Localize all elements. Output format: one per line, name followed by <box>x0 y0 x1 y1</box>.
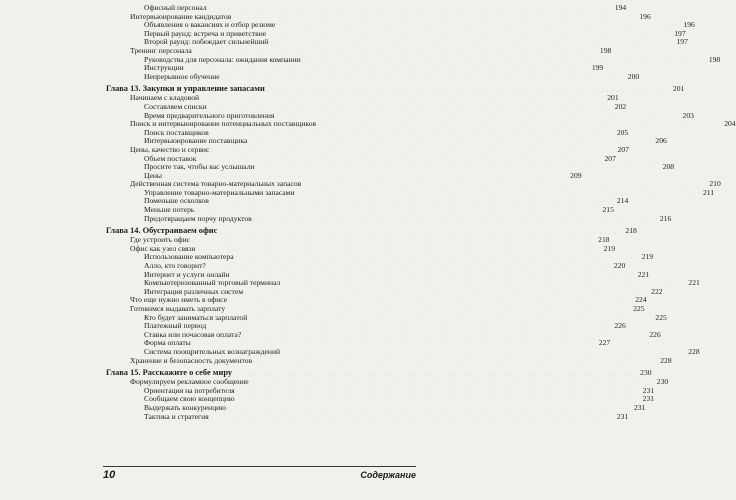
toc-page-number: 216 <box>659 213 672 223</box>
toc-leader-dots: . . . . . . . . . . . . . . . . . . . . . . . . . . . . . . . . . . . . . . . . . . . . . . . . . . . . . . . . . . . . . . . . . . . . . . . . . . . . . . . . <box>235 254 634 261</box>
toc-leader-dots: . . . . . . . . . . . . . . . . . . . . . . . . . . . . . . . . . . . . . . . . . . . . . . . . . . . . . . . . . . . . . . . . . . . . . . . . . . . . . . . . <box>236 387 635 394</box>
toc-leader-dots: . . . . . . . . . . . . . . . . . . . . . . . . . . . . . . . . . . . . . . . . . . . . . . . . . . . . . . . . . . . . . . . . . . . . . . . . . . . . . . . . <box>201 95 599 102</box>
toc-entry-label: Глава 14. Обустраиваем офис <box>106 226 218 236</box>
toc-page-number: 201 <box>607 93 619 103</box>
running-title: Содержание <box>360 470 416 480</box>
toc-leader-dots: . . . . . . . . . . . . . . . . . . . . . . . . . . . . . . . . . . . . . . . . . . . . . . . . . . . . . . . . . . . . . . . . . . . . . . . . . . . . . . . . <box>210 198 609 205</box>
toc-entry-label: Объем поставок <box>144 153 197 163</box>
toc-leader-dots: . . . . . . . . . . . . . . . . . . . . . . . . . . . . . . . . . . . . . . . . . . . . . . . . . . . . . . . . . . . . . . . . . . . . . . . . . . . . . . . . <box>164 172 562 179</box>
toc-entry-label: Просите так, чтобы вас услышали <box>144 162 255 172</box>
toc-leader-dots: . . . . . . . . . . . . . . . . . . . . . . . . . . . . . . . . . . . . . . . . . . . . . . . . . . . . . . . . . . . . . . . . . . . . . . . . . . . . . . . . <box>192 340 591 347</box>
toc-leader-dots: . . . . . . . . . . . . . . . . . . . . . . . . . . . . . . . . . . . . . . . . . . . . . . . . . . . . . . . . . . . . . . . . . . . . . . . . . . . . . . . . <box>256 164 655 171</box>
toc-entry-label: Время предварительного приготовления <box>144 110 275 120</box>
toc-leader-dots: . . . . . . . . . . . . . . . . . . . . . . . . . . . . . . . . . . . . . . . . . . . . . . . . . . . . . . . . . . . . . . . . . . . . . . . . . . . . . . . . <box>282 280 680 287</box>
toc-leader-dots: . . . . . . . . . . . . . . . . . . . . . . . . . . . . . . . . . . . . . . . . . . . . . . . . . . . . . . . . . . . . . . . . . . . . . . . . . . . . . . . . <box>245 288 643 295</box>
toc-page-number: 197 <box>674 28 686 38</box>
toc-page-number: 221 <box>688 278 700 288</box>
toc-page-number: 208 <box>662 162 675 172</box>
toc-entry-label: Ставка или почасовая оплата? <box>144 329 242 339</box>
toc-page-number: 219 <box>641 252 654 262</box>
toc-leader-dots: . . . . . . . . . . . . . . . . . . . . . . . . . . . . . . . . . . . . . . . . . . . . . . . . . . . . . . . . . . . . . . . . . . . . . . . . . . . . . . . . <box>192 237 590 244</box>
toc-leader-dots: . . . . . . . . . . . . . . . . . . . . . . . . . . . . . . . . . . . . . . . . . . . . . . . . . . . . . . . . . . . . . . . . . . . . . . . . . . . . . . . . <box>249 138 647 145</box>
toc-leader-dots: . . . . . . . . . . . . . . . . . . . . . . . . . . . . . . . . . . . . . . . . . . . . . . . . . . . . . . . . . . . . . . . . . . . . . . . . . . . . . . . . <box>227 404 626 411</box>
toc-page-number: 198 <box>599 45 612 55</box>
toc-leader-dots: . . . . . . . . . . . . . . . . . . . . . . . . . . . . . . . . . . . . . . . . . . . . . . . . . . . . . . . . . . . . . . . . . . . . . . . . . . . . . . . . <box>276 112 674 119</box>
toc-entry-label: Кто будет заниматься зарплатой <box>144 312 248 322</box>
toc-entry-label: Первый раунд: встреча и приветствие <box>144 28 267 38</box>
toc-page-number: 230 <box>656 377 669 387</box>
toc-page-number: 198 <box>708 54 721 64</box>
toc-leader-dots: . . . . . . . . . . . . . . . . . . . . . . . . . . . . . . . . . . . . . . . . . . . . . . . . . . . . . . . . . . . . . . . . . . . . . . . . . . . . . . . . <box>196 207 594 214</box>
toc-page-number: 196 <box>683 20 695 30</box>
footer-rule <box>103 466 416 467</box>
toc-entry-label: Составляем списки <box>144 101 207 111</box>
toc-leader-dots: . . . . . . . . . . . . . . . . . . . . . . . . . . . . . . . . . . . . . . . . . . . . . . . . . . . . . . . . . . . . . . . . . . . . . . . . . . . . . . . . <box>302 56 701 63</box>
toc-page-number: 218 <box>625 226 637 236</box>
toc-entry-label: Второй раунд: побеждает сильнейший <box>144 37 269 47</box>
toc-entry-label: Начинаем с кладовой <box>130 93 200 103</box>
toc-leader-dots: . . . . . . . . . . . . . . . . . . . . . . . . . . . . . . . . . . . . . . . . . . . . . . . . . . . . . . . . . . . . . . . . . . . . . . . . . . . . . . . . <box>208 103 607 110</box>
toc-page-number: 225 <box>655 312 667 322</box>
toc-entry <box>106 355 672 366</box>
toc-leader-dots: . . . . . . . . . . . . . . . . . . . . . . . . . . . . . . . . . . . . . . . . . . . . . . . . . . . . . . . . . . . . . . . . . . . . . . . . . . . . . . . . <box>282 348 680 355</box>
toc-page-number: 214 <box>616 196 629 206</box>
toc-page-number: 211 <box>702 187 715 197</box>
toc-leader-dots: . . . . . . . . . . . . . . . . . . . . . . . . . . . . . . . . . . . . . . . . . . . . . . . . . . . . . . . . . . . . . . . . . . . . . . . . . . . . . . . . <box>236 396 635 403</box>
toc-leader-dots: . . . . . . . . . . . . . . . . . . . . . . . . . . . . . . . . . . . . . . . . . . . . . . . . . . . . . . . . . . . . . . . . . . . . . . . . . . . . . . . . <box>318 121 716 128</box>
toc-page-number: 226 <box>614 321 626 331</box>
toc-leader-dots: . . . . . . . . . . . . . . . . . . . . . . . . . . . . . . . . . . . . . . . . . . . . . . . . . . . . . . . . . . . . . . . . . . . . . . . . . . . . . . . . <box>185 65 584 72</box>
toc-page-number: 230 <box>640 368 652 378</box>
toc-page-number: 207 <box>604 153 616 163</box>
toc-page-number: 220 <box>613 261 626 271</box>
toc-page-number: 218 <box>598 235 610 245</box>
toc-page-number: 199 <box>591 63 604 73</box>
toc-entry <box>106 71 640 82</box>
toc-leader-dots: . . . . . . . . . . . . . . . . . . . . . . . . . . . . . . . . . . . . . . . . . . . . . . . . . . . . . . . . . . . . . . . . . . . . . . . . . . . . . . . . <box>243 331 641 338</box>
toc-page-number: 205 <box>616 127 629 137</box>
toc-page-number: 207 <box>617 144 629 154</box>
toc-entry <box>106 213 672 224</box>
toc-entry-label: Управление товарно-материальными запасами <box>144 187 295 197</box>
toc-entry-label: Ориентация на потребителя <box>144 385 235 395</box>
toc-page-number: 200 <box>627 71 640 81</box>
toc-page-number: 194 <box>614 3 627 12</box>
toc-entry <box>106 411 629 422</box>
toc-page-number: 222 <box>651 286 663 296</box>
toc-page-number: 231 <box>642 385 655 395</box>
toc-leader-dots: . . . . . . . . . . . . . . . . . . . . . . . . . . . . . . . . . . . . . . . . . . . . . . . . . . . . . . . . . . . . . . . . . . . . . . . . . . . . . . . . <box>229 297 627 304</box>
toc-entry-label: Формулируем рекламное сообщение <box>130 377 249 387</box>
toc-entry-label: Офис как узел связи <box>130 243 196 253</box>
toc-page-number: 227 <box>598 338 611 348</box>
toc-entry-label: Интервьюирование кандидатов <box>130 11 232 21</box>
toc-entry-label: Поиск поставщиков <box>144 127 209 137</box>
toc-page-number: 231 <box>633 402 646 412</box>
toc-page-number: 221 <box>637 269 650 279</box>
toc-page-number: 201 <box>672 84 685 94</box>
toc-entry-label: Использование компьютера <box>144 252 234 262</box>
toc-leader-dots: . . . . . . . . . . . . . . . . . . . . . . . . . . . . . . . . . . . . . . . . . . . . . . . . . . . . . . . . . . . . . . . . . . . . . . . . . . . . . . . . <box>296 189 695 196</box>
toc-page-number: 231 <box>642 394 655 404</box>
toc-leader-dots: . . . . . . . . . . . . . . . . . . . . . . . . . . . . . . . . . . . . . . . . . . . . . . . . . . . . . . . . . . . . . . . . . . . . . . . . . . . . . . . . <box>253 215 652 222</box>
toc-entry-label: Предотвращаем порчу продуктов <box>144 213 252 223</box>
toc-entry-label: Поменьше осколков <box>144 196 209 206</box>
toc-page-number: 206 <box>655 136 667 146</box>
toc-entry-label: Система поощрительных вознаграждений <box>144 346 281 356</box>
toc-entry-label: Цены, качество и сервис <box>130 144 210 154</box>
toc-page-number: 219 <box>603 243 616 253</box>
toc-entry-label: Интеграция различных систем <box>144 286 244 296</box>
toc-entry-label: Выдержать конкуренцию <box>144 402 226 412</box>
toc-entry-label: Руководства для персонала: ожидания компании <box>144 54 301 64</box>
toc-leader-dots: . . . . . . . . . . . . . . . . . . . . . . . . . . . . . . . . . . . . . . . . . . . . . . . . . . . . . . . . . . . . . . . . . . . . . . . . . . . . . . . . <box>210 129 609 136</box>
toc-entry-label: Глава 13. Закупки и управление запасами <box>106 84 265 94</box>
toc-leader-dots: . . . . . . . . . . . . . . . . . . . . . . . . . . . . . . . . . . . . . . . . . . . . . . . . . . . . . . . . . . . . . . . . . . . . . . . . . . . . . . . . <box>208 323 606 330</box>
toc-entry-label: Хранение и безопасность документов <box>130 355 253 365</box>
toc-entry-label: Компьютеризованный торговый терминал <box>144 278 281 288</box>
toc-entry-label: Поиск и интервьюирование потенциальных поставщиков <box>130 119 317 129</box>
toc-page-number: 204 <box>724 119 736 129</box>
toc-leader-dots: . . . . . . . . . . . . . . . . . . . . . . . . . . . . . . . . . . . . . . . . . . . . . . . . . . . . . . . . . . . . . . . . . . . . . . . . . . . . . . . . <box>268 30 666 37</box>
toc-entry-label: Объявления о вакансиях и отбор резюме <box>144 20 276 30</box>
toc-leader-dots: . . . . . . . . . . . . . . . . . . . . . . . . . . . . . . . . . . . . . . . . . . . . . . . . . . . . . . . . . . . . . . . . . . . . . . . . . . . . . . . . <box>208 5 607 11</box>
toc-entry-label: Готовимся выдавать зарплату <box>130 304 226 313</box>
toc-page-number: 231 <box>616 411 629 421</box>
toc-leader-dots: . . . . . . . . . . . . . . . . . . . . . . . . . . . . . . . . . . . . . . . . . . . . . . . . . . . . . . . . . . . . . . . . . . . . . . . . . . . . . . . . <box>266 87 665 94</box>
toc-entry-label: Тактика и стратегия <box>144 411 209 421</box>
toc-entry-label: Цены <box>144 170 163 180</box>
toc-leader-dots: . . . . . . . . . . . . . . . . . . . . . . . . . . . . . . . . . . . . . . . . . . . . . . . . . . . . . . . . . . . . . . . . . . . . . . . . . . . . . . . . <box>221 73 620 80</box>
toc-page-number: 197 <box>676 37 688 47</box>
toc-entry-label: Сообщаем свою концепцию <box>144 394 235 404</box>
toc-leader-dots: . . . . . . . . . . . . . . . . . . . . . . . . . . . . . . . . . . . . . . . . . . . . . . . . . . . . . . . . . . . . . . . . . . . . . . . . . . . . . . . . <box>227 306 625 312</box>
toc-page-number: 210 <box>709 179 721 189</box>
toc-page-number: 228 <box>688 346 700 356</box>
toc-leader-dots: . . . . . . . . . . . . . . . . . . . . . . . . . . . . . . . . . . . . . . . . . . . . . . . . . . . . . . . . . . . . . . . . . . . . . . . . . . . . . . . . <box>231 271 630 278</box>
toc-entry-label: Платежный период <box>144 321 207 331</box>
toc-entry-label: Тренинг персонала <box>130 45 192 55</box>
table-of-contents <box>106 3 736 421</box>
toc-entry-label: Инструкции <box>144 63 184 73</box>
toc-leader-dots: . . . . . . . . . . . . . . . . . . . . . . . . . . . . . . . . . . . . . . . . . . . . . . . . . . . . . . . . . . . . . . . . . . . . . . . . . . . . . . . . <box>249 314 647 321</box>
toc-leader-dots: . . . . . . . . . . . . . . . . . . . . . . . . . . . . . . . . . . . . . . . . . . . . . . . . . . . . . . . . . . . . . . . . . . . . . . . . . . . . . . . . <box>233 13 631 20</box>
toc-entry-label: Интернет и услуги онлайн <box>144 269 230 279</box>
toc-page-number: 228 <box>660 355 672 365</box>
toc-page-number: 215 <box>602 205 614 215</box>
toc-entry-label: Где устроить офис <box>130 235 191 245</box>
toc-page-number: 225 <box>633 304 645 313</box>
toc-entry-label: Непрерывное обучение <box>144 71 220 81</box>
toc-leader-dots: . . . . . . . . . . . . . . . . . . . . . . . . . . . . . . . . . . . . . . . . . . . . . . . . . . . . . . . . . . . . . . . . . . . . . . . . . . . . . . . . <box>270 39 668 46</box>
toc-entry-label: Действенная система товарно-материальных запасов <box>130 179 302 189</box>
toc-page-number: 224 <box>635 295 647 305</box>
toc-page-number: 203 <box>682 110 694 120</box>
toc-leader-dots: . . . . . . . . . . . . . . . . . . . . . . . . . . . . . . . . . . . . . . . . . . . . . . . . . . . . . . . . . . . . . . . . . . . . . . . . . . . . . . . . <box>277 22 675 29</box>
toc-entry-label: Офисный персонал <box>144 3 207 12</box>
toc-entry-label: Что еще нужно иметь в офисе <box>130 295 228 305</box>
toc-entry-label: Меньше потерь <box>144 205 195 215</box>
toc-entry-label: Алло, кто говорит? <box>144 261 206 271</box>
toc-leader-dots: . . . . . . . . . . . . . . . . . . . . . . . . . . . . . . . . . . . . . . . . . . . . . . . . . . . . . . . . . . . . . . . . . . . . . . . . . . . . . . . . <box>211 146 609 153</box>
toc-leader-dots: . . . . . . . . . . . . . . . . . . . . . . . . . . . . . . . . . . . . . . . . . . . . . . . . . . . . . . . . . . . . . . . . . . . . . . . . . . . . . . . . <box>207 263 606 270</box>
toc-page-number: 202 <box>614 101 627 111</box>
toc-entry-label: Глава 15. Расскажите о себе миру <box>106 368 233 378</box>
toc-page-number: 226 <box>649 329 661 339</box>
toc-page-number: 196 <box>639 11 651 21</box>
toc-leader-dots: . . . . . . . . . . . . . . . . . . . . . . . . . . . . . . . . . . . . . . . . . . . . . . . . . . . . . . . . . . . . . . . . . . . . . . . . . . . . . . . . <box>303 181 701 188</box>
toc-leader-dots: . . . . . . . . . . . . . . . . . . . . . . . . . . . . . . . . . . . . . . . . . . . . . . . . . . . . . . . . . . . . . . . . . . . . . . . . . . . . . . . . <box>198 155 596 162</box>
toc-entry-label: Форма оплаты <box>144 338 191 348</box>
toc-leader-dots: . . . . . . . . . . . . . . . . . . . . . . . . . . . . . . . . . . . . . . . . . . . . . . . . . . . . . . . . . . . . . . . . . . . . . . . . . . . . . . . . <box>210 413 609 420</box>
toc-leader-dots: . . . . . . . . . . . . . . . . . . . . . . . . . . . . . . . . . . . . . . . . . . . . . . . . . . . . . . . . . . . . . . . . . . . . . . . . . . . . . . . . <box>250 379 649 386</box>
toc-leader-dots: . . . . . . . . . . . . . . . . . . . . . . . . . . . . . . . . . . . . . . . . . . . . . . . . . . . . . . . . . . . . . . . . . . . . . . . . . . . . . . . . <box>197 245 596 252</box>
page-footer <box>103 466 416 481</box>
toc-leader-dots: . . . . . . . . . . . . . . . . . . . . . . . . . . . . . . . . . . . . . . . . . . . . . . . . . . . . . . . . . . . . . . . . . . . . . . . . . . . . . . . . <box>193 47 592 54</box>
toc-leader-dots: . . . . . . . . . . . . . . . . . . . . . . . . . . . . . . . . . . . . . . . . . . . . . . . . . . . . . . . . . . . . . . . . . . . . . . . . . . . . . . . . <box>234 371 632 378</box>
page-number: 10 <box>103 469 116 481</box>
toc-page-number: 209 <box>570 170 582 180</box>
toc-leader-dots: . . . . . . . . . . . . . . . . . . . . . . . . . . . . . . . . . . . . . . . . . . . . . . . . . . . . . . . . . . . . . . . . . . . . . . . . . . . . . . . . <box>254 357 652 364</box>
toc-entry-label: Интервьюирование поставщика <box>144 136 248 146</box>
toc-leader-dots: . . . . . . . . . . . . . . . . . . . . . . . . . . . . . . . . . . . . . . . . . . . . . . . . . . . . . . . . . . . . . . . . . . . . . . . . . . . . . . . . <box>219 229 617 236</box>
